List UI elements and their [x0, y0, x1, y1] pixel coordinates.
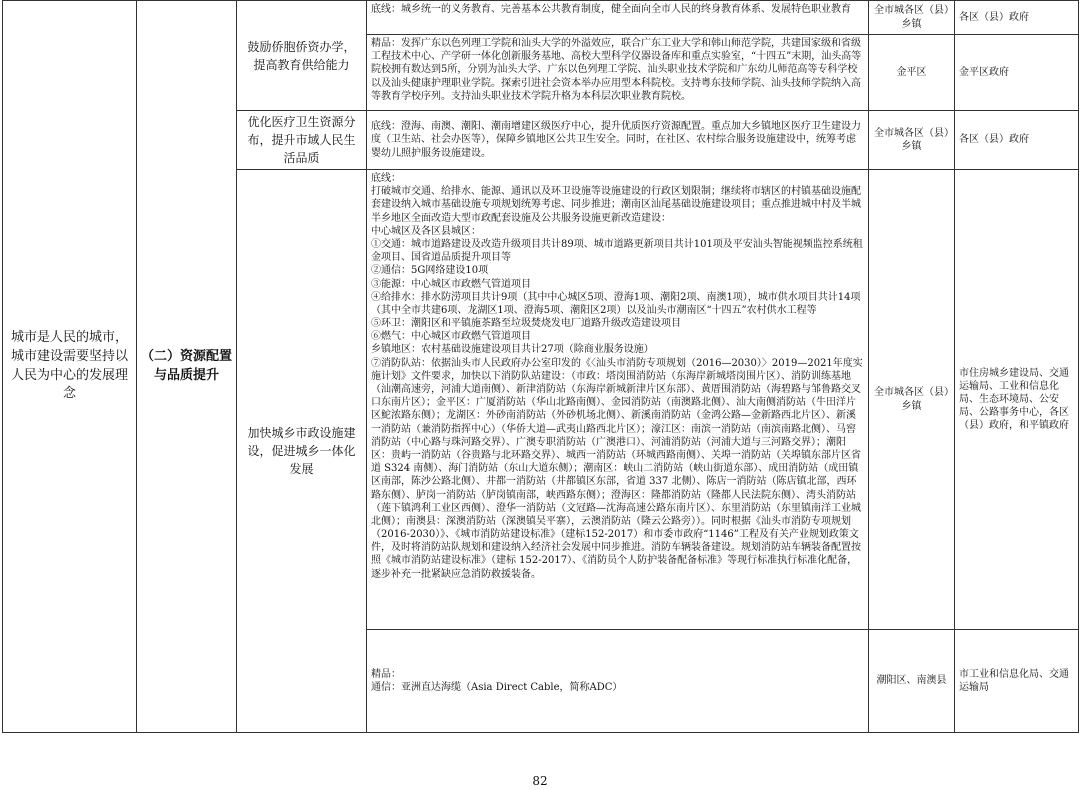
content-line: ①交通：城市道路建设及改造升级项目共计89项、城市道路更新项目共计101项及平安汕头智能视频监控系统租金项目、国省道品质提升项目等 — [371, 238, 863, 264]
content-cell — [367, 170, 869, 630]
content-line: ④给排水：排水防涝项目共计9项（其中中心城区5项、澄海1项、潮阳2项、南澳1项），城市供水项目共计14项（其中全市共建6项、龙湖区1项、澄海5项、潮阳区2项）以及汕头市潮南区“十四五”农村供水工程等 — [371, 291, 861, 316]
area-cell: 全市城各区（县）乡镇 — [869, 170, 955, 630]
subcategory-cell: （二）资源配置与品质提升 — [137, 1, 237, 733]
content-line: 底线： — [371, 173, 401, 184]
content-line: 打破城市交通、给排水、能源、通讯以及环卫设施等设施建设的行政区划限制；继续将市辖区的村镇基础设施配套建设纳入城市基础设施专项规划统筹考虑、同步推进；潮南区汕尾基础设施建设项目；重点推进城中村及半城半乡地区全面改造大型市政配套设施及公共服务设施更新改造建设： — [371, 186, 861, 224]
content-line: 精品：发挥广东以色列理工学院和汕头大学的外溢效应，联合广东工业大学和韩山师范学院，共建国家级和省级工程技术中心、产学研一体化创新服务基地、高校大型科学仪器设备库和重点实验室，“十四五”末期，汕头高等院校拥有数达到5所，分别为汕头大学、广东以色列理工学院、汕头职业技术学院和广东幼儿师范高等专科学校以及汕头健康护理职业学院。探索引进社会资本举办应用型本科院校。支持粤东技师学院、汕头技师学院纳入高等教育学校序列。支持汕头职业技术学院升格为本科层次职业教育院校。 — [371, 38, 862, 102]
content-line: 乡镇地区：农村基础设施建设项目共计27项（除商业服务设施） — [371, 344, 654, 356]
dept-cell: 各区（县）政府 — [955, 1, 1079, 35]
table-row — [3, 1, 1079, 35]
content-line: ②通信：5G网络建设10项 — [371, 265, 489, 277]
area-cell: 全市城各区（县）乡镇 — [869, 111, 955, 170]
plan-table — [2, 0, 1079, 733]
area-cell: 潮阳区、南澳县 — [869, 630, 955, 733]
area-cell: 全市城各区（县）乡镇 — [869, 1, 955, 35]
content-line: ⑤环卫：潮阳区和平镇施茶路至垃圾焚烧发电厂道路升级改造建设项目 — [371, 318, 681, 330]
item-cell: 鼓励侨胞侨资办学，提高教育供给能力 — [237, 1, 367, 111]
content-line: 通信：亚洲直达海缆（Asia Direct Cable，简称ADC） — [371, 682, 623, 693]
content-line: ⑥燃气：中心城区市政燃气管道项目 — [371, 331, 531, 343]
content-line: 底线：城乡统一的义务教育、完善基本公共教育制度，健全面向全市人民的终身教育体系、发展特色职业教育 — [371, 4, 851, 15]
area-cell: 金平区 — [869, 35, 955, 111]
content-line: 中心城区及各区县城区： — [371, 225, 481, 237]
content-cell — [367, 35, 869, 111]
content-line: ⑦消防队站：依据汕头市人民政府办公室印发的《〈汕头市消防专项规划（2016—2030）〉2019—2021年度实施计划》文件要求，加快以下消防队站建设：（市政：塔岗围消防站（东海岸新城塔岗围片区）、消防训练基地（汕潮高速旁，河浦大道南侧）、新津消防站（东海岸新城新津片区东部）、黄厝围消防站（海碧路与邹鲁路交叉口东南片区）；金平区：广厦消防站（华山北路南侧）、金园消防站（南澳路北侧）、汕大南侧消防站（牛田洋片区鮀浓路东侧）；龙湖区：外砂南消防站（外砂机场北侧）、新溪南消防站（金鸿公路—金新路西北片区）、新溪一消防站（兼消防指挥中心）（华侨大道—武夷山路西北片区）；濠江区：南滨一消防站（南滨南路北侧）、马窖消防站（中心路与珠河路交界）、广澳专职消防站（广澳港口）、河浦消防站（河浦大道与三河路交界）；潮阳区：贵屿一消防站（谷贵路与北环路交界）、城西一消防站（环城西路南侧）、关埠一消防站（关埠镇东部片区省道 S324 南侧）、海门消防站（东山大道东侧）；潮南区：峡山二消防站（峡山街道东部）、成田消防站（成田镇区南部，陈沙公路北侧）、井都一消防站（井都镇区东部，省道 337 北侧）、陈店一消防站（陈店镇北部，西环路东侧）、胪岗一消防站（胪岗镇南部，峡西路东侧）；澄海区：隆都消防站（隆都人民法院东侧）、湾头消防站（莲下镇鸿利工业区西侧）、澄华一消防站（文冠路—沈海高速公路东南片区）、东里消防站（东里镇南洋工业城北侧）；南澳县：深澳消防站（深澳镇吴平寨），云澳消防站（隆云公路旁））。同时根据《汕头市消防专项规划（2016-2030）》、《城市消防站建设标准》（建标152-2017）和市委市政府“1146”工程及有关产业规划政策文件，及时将消防站队规划和建设纳入经济社会发展中同步推进。消防车辆装备建设。规划消防站车辆装备配置按照《城市消防站建设标准》（建标 152-2017）、《消防员个人防护装备配备标准》等现行标准执行标准化配备，逐步补充一批紧缺应急消防救援装备。 — [371, 357, 863, 580]
dept-cell: 金平区政府 — [955, 35, 1079, 111]
content-cell — [367, 630, 869, 733]
dept-cell: 市工业和信息化局、交通运输局 — [955, 630, 1079, 733]
content-line: 精品： — [371, 668, 401, 680]
category-cell: 城市是人民的城市，城市建设需要坚持以人民为中心的发展理念 — [3, 1, 137, 733]
content-cell — [367, 1, 869, 35]
content-line: 底线：澄海、南澳、潮阳、潮南增建区级医疗中心，提升优质医疗资源配置。重点加大乡镇地区医疗卫生建设力度（卫生站、社会办医等），保障乡镇地区公共卫生安全。同时，在社区、农村综合服务设施建设中，统筹考虑婴幼儿照护服务设施建设。 — [371, 121, 861, 159]
dept-cell: 各区（县）政府 — [955, 111, 1079, 170]
content-cell — [367, 111, 869, 170]
item-cell: 加快城乡市政设施建设，促进城乡一体化发展 — [237, 170, 367, 733]
item-cell: 优化医疗卫生资源分布，提升市域人民生活品质 — [237, 111, 367, 170]
page-number: 82 — [532, 774, 548, 788]
content-line: ③能源：中心城区市政燃气管道项目 — [371, 278, 531, 290]
dept-cell: 市住房城乡建设局、交通运输局、工业和信息化局、生态环境局、公安局、公路事务中心，各区（县）政府，和平镇政府 — [955, 170, 1079, 630]
